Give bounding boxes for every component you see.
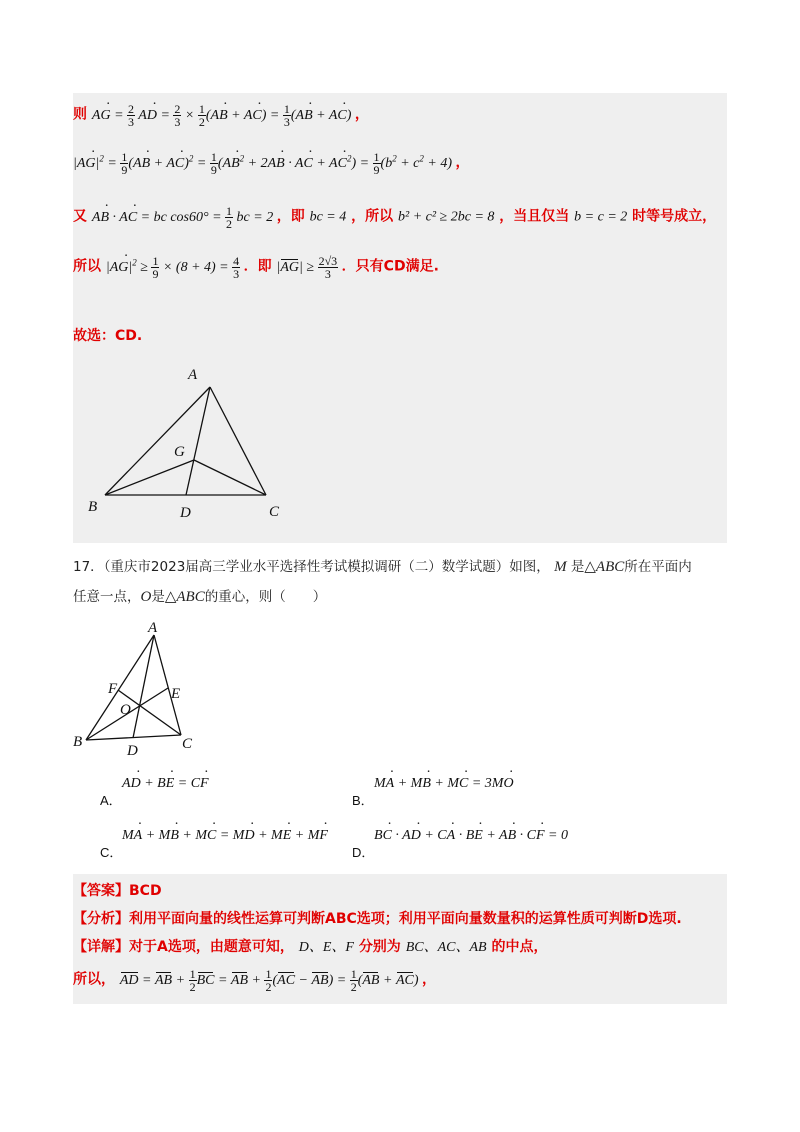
answer-value: BCD xyxy=(129,883,162,899)
l4-formula-1: $|AG \cdot|^2$ ≥ $\frac{1}{9}$ × (8 + 4) = $\frac{4}{3}$ xyxy=(106,260,244,275)
median-ad xyxy=(186,387,210,495)
option-b-label: B． xyxy=(352,793,374,808)
triangle-abc: △ABC xyxy=(584,559,625,575)
l4-text-2: ．只有CD满足. xyxy=(341,258,439,275)
l2-suffix: ， xyxy=(455,154,470,171)
label-a: A xyxy=(188,367,198,383)
detail-line xyxy=(73,936,547,956)
question-text-1: 如图， xyxy=(509,559,550,575)
l1-prefix: 则 xyxy=(73,106,87,123)
question-source: （重庆市2023届高三学业水平选择性考试模拟调研（二）数学试题） xyxy=(103,559,510,575)
option-c-label: C． xyxy=(100,845,123,860)
question-text-4: 任意一点， xyxy=(73,589,141,605)
option-a-label: A． xyxy=(100,793,122,808)
question-text-5: 是 xyxy=(151,589,165,605)
option-d-formula: BC · · AD · + CA · · BE · + AB · · CF · = 0 xyxy=(374,828,568,844)
l3-formula-4: b = c = 2 xyxy=(574,209,628,225)
side-ac-2 xyxy=(154,635,181,735)
last-formula: AD = AB + $\frac{1}{2}$ BC = AB + $\frac{1}{2}$ (AC − AB) = $\frac{1}{2}$ (AB + AC) xyxy=(119,967,422,994)
l3-text-2: ，所以 xyxy=(351,208,394,225)
l3-formula-3: b² + c² ≥ 2bc = 8 xyxy=(398,209,495,225)
detail-label: 【详解】 xyxy=(73,939,129,955)
option-c-formula: MA · + MB · + MC · = MD · + ME · + MF · xyxy=(122,828,328,844)
point-m: M xyxy=(554,559,567,575)
side-ab xyxy=(105,387,210,495)
solution-line-3 xyxy=(73,205,716,230)
figure-triangle-centroid xyxy=(70,618,210,758)
answer-panel xyxy=(73,874,727,1004)
last-suffix: ， xyxy=(422,971,436,988)
option-d-label: D． xyxy=(352,845,375,860)
solution-line-4 xyxy=(73,255,439,280)
option-b[interactable] xyxy=(352,776,592,806)
solution-line-1 xyxy=(73,103,369,128)
question-text-3: 所在平面内 xyxy=(624,559,692,575)
detail-text-1: 对于A选项，由题意可知， xyxy=(129,939,294,955)
detail-text-2: 分别为 xyxy=(358,939,401,955)
question-text-6: 的重心，则（ ） xyxy=(204,589,327,605)
l4-prefix: 所以 xyxy=(73,258,101,275)
segment-bg xyxy=(105,460,194,495)
detail-math-1: D、E、F xyxy=(298,940,354,955)
l3-text-4: 时等号成立， xyxy=(632,208,717,225)
detail-text-3: 的中点， xyxy=(491,939,548,955)
l4-text-1: ．即 xyxy=(243,258,272,275)
solution-panel xyxy=(73,93,727,543)
label-a-2: A xyxy=(148,620,158,636)
segment-gc xyxy=(194,460,266,495)
label-d-2: D xyxy=(127,743,138,758)
l3-text-1: ，即 xyxy=(276,208,305,225)
option-a[interactable] xyxy=(100,776,330,806)
option-c[interactable] xyxy=(100,828,340,858)
option-d[interactable] xyxy=(352,828,602,858)
label-c: C xyxy=(269,504,280,520)
figure-triangle-abc-g xyxy=(73,361,727,541)
option-b-formula: MA · + MB · + MC · = 3MO · xyxy=(374,776,514,792)
question-17-line-2 xyxy=(73,585,326,606)
l1-suffix: ， xyxy=(354,106,369,123)
l1-formula: AG · = $\frac{2}{3}$ AD · = $\frac{2}{3}$ × $\frac{1}{2}$ (AB · + AC ·) = $\frac{1}{3}$ (AB · + AC ·) xyxy=(92,108,355,123)
detail-math-2: BC、AC、AB xyxy=(405,940,487,955)
label-f: F xyxy=(108,681,118,697)
l4-formula-2: |AG| ≥ $\frac{2√3}{3}$ xyxy=(276,254,338,281)
choice-line xyxy=(73,325,142,345)
label-e: E xyxy=(171,686,181,702)
l3-formula-1: AB · · AC · = bc cos60° = $\frac{1}{2}$ bc = 2 xyxy=(92,210,277,225)
last-prefix: 所以， xyxy=(73,971,115,988)
option-a-formula: AD · + BE · = CF · xyxy=(122,776,209,792)
point-o: O xyxy=(140,589,152,605)
answer-line xyxy=(73,880,162,900)
l3-text-3: ，当且仅当 xyxy=(499,208,570,225)
analysis-text: 利用平面向量的线性运算可判断ABC选项；利用平面向量数量积的运算性质可判断D选项. xyxy=(129,911,682,927)
label-g: G xyxy=(174,444,185,460)
side-ac xyxy=(210,387,266,495)
l3-prefix: 又 xyxy=(73,208,87,225)
question-text-2: 是 xyxy=(570,559,585,575)
detail-formula-line xyxy=(73,968,436,993)
label-b-2: B xyxy=(73,734,83,750)
choice-text: 故选：CD. xyxy=(73,328,143,344)
label-b: B xyxy=(88,499,98,515)
label-d: D xyxy=(180,505,191,521)
triangle-abc-2: △ABC xyxy=(164,589,205,605)
question-number: 17． xyxy=(73,559,104,575)
l3-formula-2: bc = 4 xyxy=(309,209,347,225)
label-o: O xyxy=(120,702,131,718)
label-c-2: C xyxy=(182,736,193,752)
answer-label: 【答案】 xyxy=(73,883,129,899)
analysis-line xyxy=(73,908,682,928)
l2-formula: $|AG \cdot|^2$ = $\frac{1}{9}$ (AB · + AC ·)$^2$ = $\frac{1}{9}$ (AB ·$^2$ + 2AB · · AC · + AC ·$^2$) = $\frac{1}{9}$ $(b^2 + c^2 + 4)$ xyxy=(73,156,456,171)
solution-line-2 xyxy=(73,151,470,176)
analysis-label: 【分析】 xyxy=(73,911,129,927)
question-17-line-1 xyxy=(73,555,692,576)
